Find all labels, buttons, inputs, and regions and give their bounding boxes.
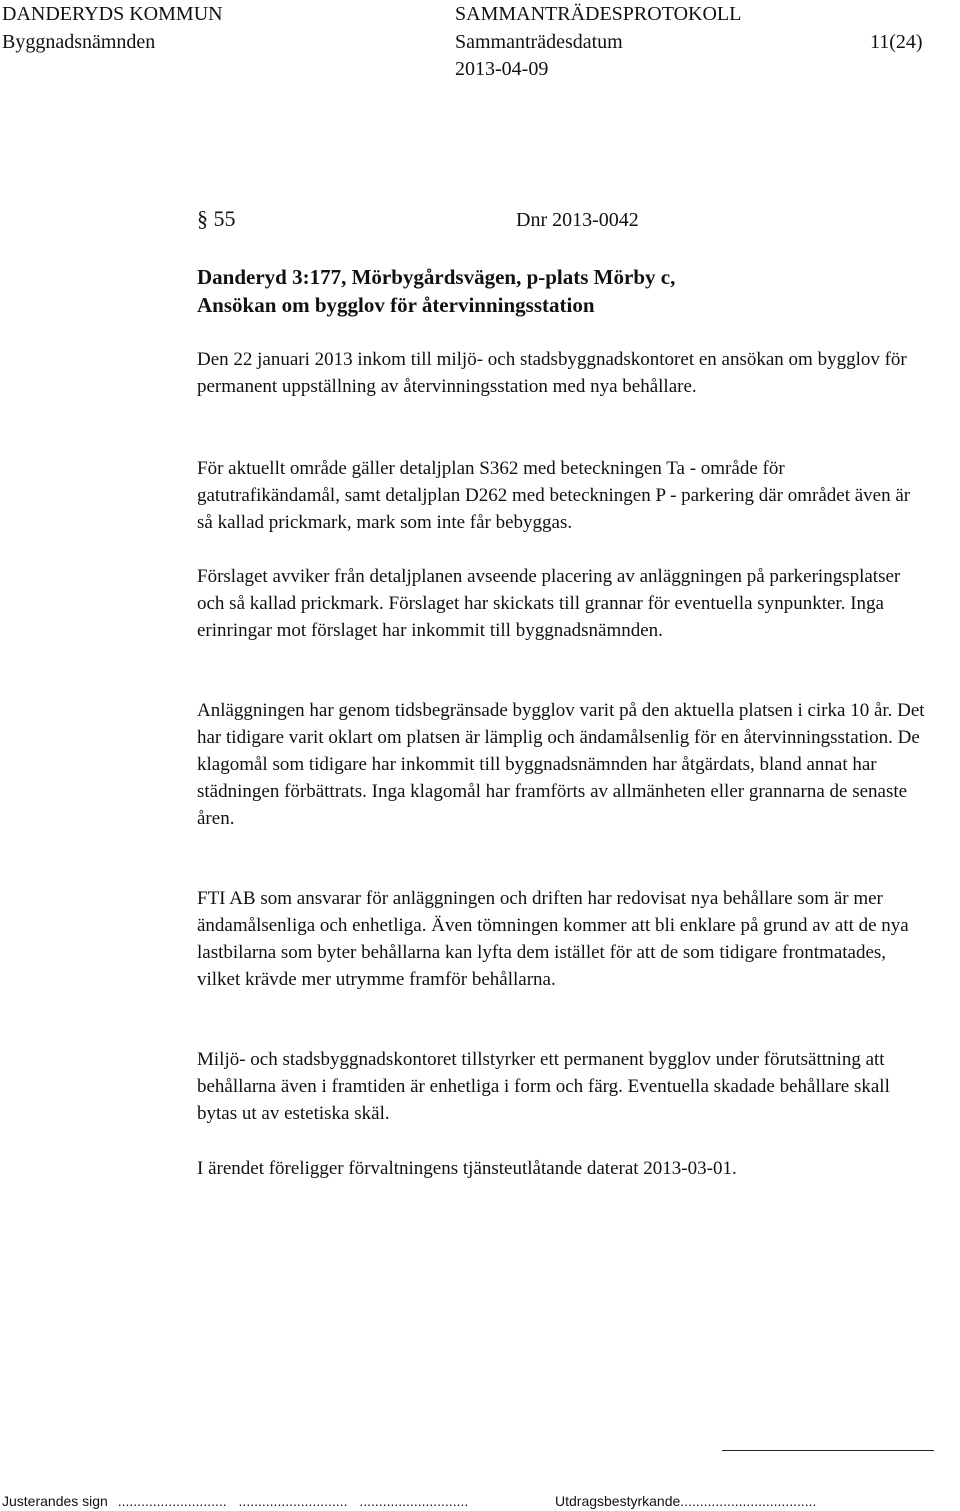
paragraph-symbol: § <box>197 206 208 231</box>
meeting-date: 2013-04-09 <box>455 58 549 80</box>
case-title-line2: Ansökan om bygglov för återvinningsstation <box>197 293 595 317</box>
signature-line-1: ............................ <box>117 1493 227 1509</box>
page-number: 11(24) <box>870 31 923 53</box>
body-paragraph-6: Miljö- och stadsbyggnadskontoret tillstyrker ett permanent bygglov under förutsättning att behållarna även i framtiden är enhetliga i form och färg. Eventuella skadade behållare skall bytas ut av estetiska skäl. <box>197 1049 890 1124</box>
section-heading <box>197 205 236 233</box>
body-paragraph-5: FTI AB som ansvarar för anläggningen och driften har redovisat nya behållare som är mer ändamålsenliga och enhetliga. Även tömningen kommer att bli enklare på grund av att de nya lastbilarna som byter behållarna kan lyfta dem istället för att de som tidigare frontmatades, vilket krävde mer utrymme framför behållarna. <box>197 888 909 990</box>
organization-name: DANDERYDS KOMMUN <box>2 3 223 25</box>
footer-divider <box>722 1450 934 1451</box>
document-type: SAMMANTRÄDESPROTOKOLL <box>455 3 742 25</box>
extract-label: Utdragsbestyrkande <box>555 1493 681 1509</box>
footer-signatures <box>2 1492 468 1510</box>
case-title-line1: Danderyd 3:177, Mörbygårdsvägen, p-plats Mörby c, <box>197 265 676 289</box>
body-paragraph-4: Anläggningen har genom tidsbegränsade bygglov varit på den aktuella platsen i cirka 10 år. Det har tidigare varit oklart om platsen är lämplig och ändamålsenlig för en återvinningsstation. De klagomål som tidigare har inkommit till byggnadsnämnden har åtgärdats, bland annat har städningen förbättrats. Inga klagomål har framförts av allmänheten eller grannarna de senaste åren. <box>197 700 925 829</box>
signature-line-3: ............................ <box>359 1493 469 1509</box>
footer-extract <box>555 1492 816 1510</box>
extract-line: ................................... <box>680 1493 817 1509</box>
signature-line-2: ............................ <box>238 1493 348 1509</box>
body-paragraph-3: Förslaget avviker från detaljplanen avseende placering av anläggningen på parkeringsplatser och så kallad prickmark. Förslaget har skickats till grannar för eventuella synpunkter. Inga erinringar mot förslaget har inkommit till byggnadsnämnden. <box>197 566 901 641</box>
meeting-date-label: Sammanträdesdatum <box>455 31 623 53</box>
diary-number: Dnr 2013-0042 <box>516 209 639 231</box>
body-paragraph-1: Den 22 januari 2013 inkom till miljö- och stadsbyggnadskontoret en ansökan om bygglov för permanent uppställning av återvinningsstation med nya behållare. <box>197 349 907 397</box>
body-paragraph-2: För aktuellt område gäller detaljplan S362 med beteckningen Ta - område för gatutrafikändamål, samt detaljplan D262 med beteckningen P - parkering där området även är så kallad prickmark, mark som inte får bebyggas. <box>197 458 911 533</box>
committee-name: Byggnadsnämnden <box>2 31 156 53</box>
section-number: 55 <box>213 206 236 231</box>
signature-label: Justerandes sign <box>2 1493 108 1509</box>
body-paragraph-7: I ärendet föreligger förvaltningens tjänsteutlåtande daterat 2013-03-01. <box>197 1158 737 1179</box>
